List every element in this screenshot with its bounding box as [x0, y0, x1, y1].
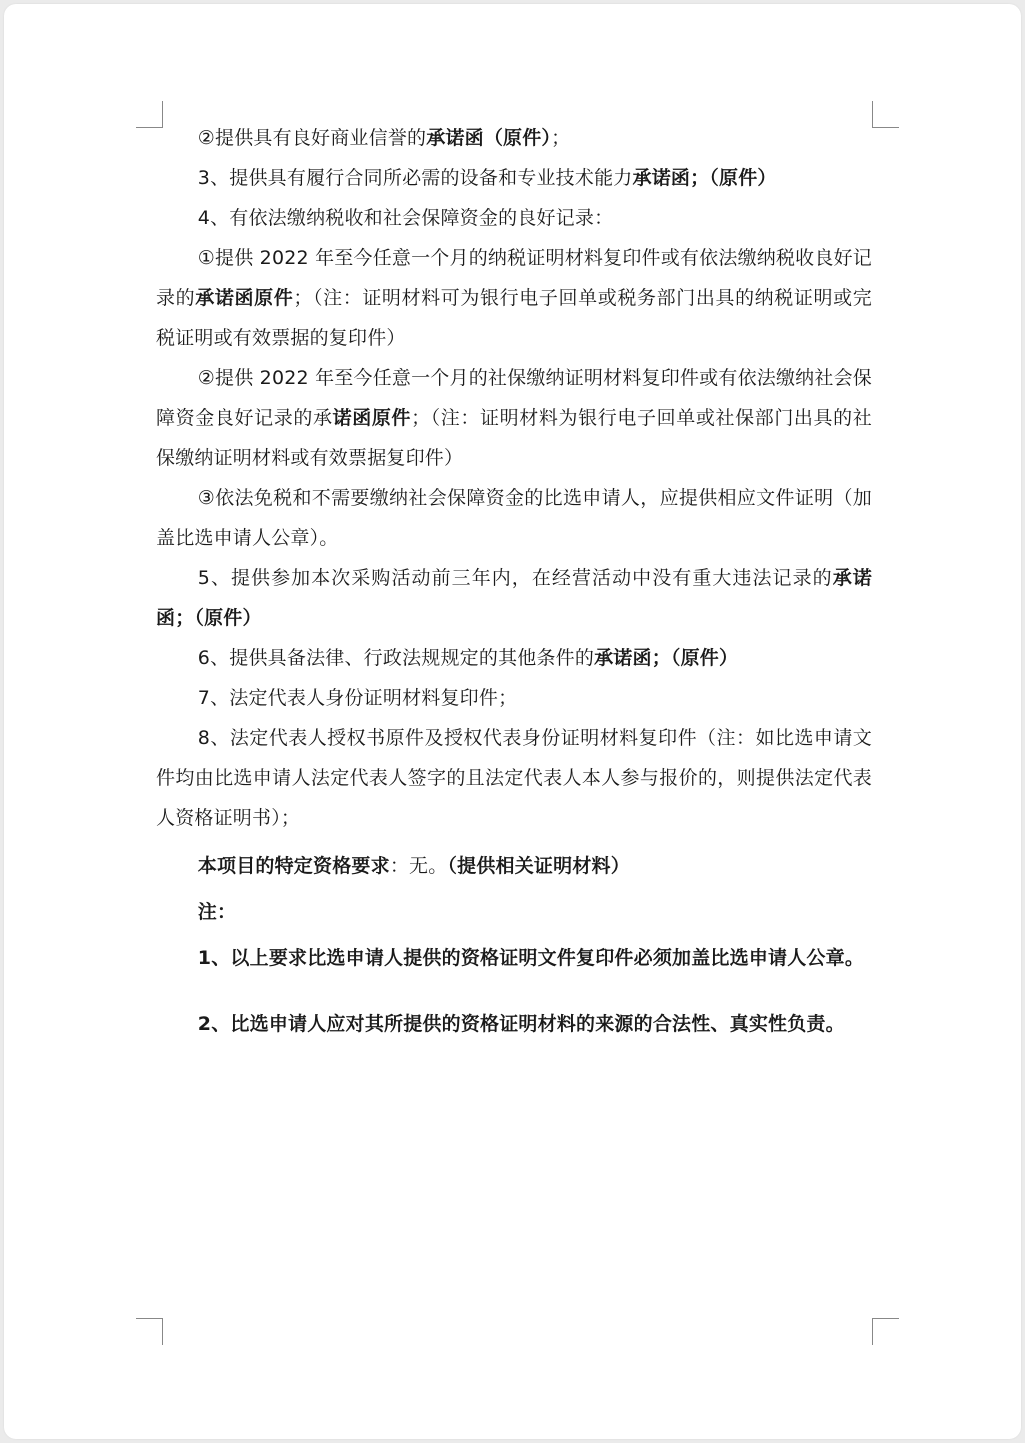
- text-run-bold: 1、以上要求比选申请人提供的资格证明文件复印件必须加盖比选申请人公章。: [197, 947, 865, 969]
- text-run-bold: 诺函原件: [332, 407, 412, 429]
- paragraph-note-1: [156, 938, 872, 978]
- paragraph-item-7: [156, 678, 872, 718]
- text-run: ①提供 2022 年至今任意一个月的纳税证明材料复印件或有依法缴纳税收良好记录的: [156, 247, 872, 309]
- paragraph-tax-proof: [156, 238, 872, 358]
- paragraph-note-2: [156, 1004, 872, 1044]
- paragraph-tax-exempt: [156, 478, 872, 558]
- text-run-bold: 承诺函原件: [195, 287, 294, 309]
- text-run-bold: 承诺函；（原件）: [156, 567, 872, 629]
- margin-mark-bottom-left: [136, 1318, 163, 1345]
- paragraph-item-5: [156, 558, 872, 638]
- text-run-bold: 承诺函；（原件）: [632, 167, 777, 189]
- text-run-bold: （提供相关证明材料）: [447, 855, 630, 877]
- text-run-bold: 承诺函（原件）: [426, 127, 552, 149]
- paragraph-item-6: [156, 638, 872, 678]
- text-run-bold: 注：: [197, 901, 237, 923]
- text-run: 3、提供具有履行合同所必需的设备和专业技术能力: [197, 167, 633, 189]
- text-run: 7、法定代表人身份证明材料复印件；: [197, 687, 518, 709]
- paragraph-social-security-proof: [156, 358, 872, 478]
- text-run: ：无。: [389, 855, 448, 877]
- text-run: ；（注：证明材料为银行电子回单或社保部门出具的社保缴纳证明材料或有效票据复印件）: [156, 407, 872, 469]
- paragraph-commitment-credit: [156, 118, 872, 158]
- paragraph-specific-requirements: [156, 846, 872, 886]
- margin-mark-bottom-right: [872, 1318, 899, 1345]
- text-run: ②提供 2022 年至今任意一个月的社保缴纳证明材料复印件或有依法缴纳社会保障资金良好记录的承: [156, 367, 872, 429]
- text-run: 4、有依法缴纳税收和社会保障资金的良好记录：: [197, 207, 614, 229]
- document-body: [156, 118, 872, 1044]
- text-run: 8、法定代表人授权书原件及授权代表身份证明材料复印件（注：如比选申请文件均由比选申请人法定代表人签字的且法定代表人本人参与报价的，则提供法定代表人资格证明书）；: [156, 727, 872, 829]
- text-run: 5、提供参加本次采购活动前三年内，在经营活动中没有重大违法记录的: [197, 567, 833, 589]
- text-run: ；: [551, 127, 571, 149]
- text-run: 6、提供具备法律、行政法规规定的其他条件的: [197, 647, 595, 669]
- paragraph-item-8: [156, 718, 872, 838]
- text-run-bold: 本项目的特定资格要求: [197, 855, 390, 877]
- paragraph-item-3: [156, 158, 872, 198]
- text-run: ②提供具有良好商业信誉的: [197, 127, 427, 149]
- text-run-bold: 承诺函；（原件）: [594, 647, 739, 669]
- text-run: ；（注：证明材料可为银行电子回单或税务部门出具的纳税证明或完税证明或有效票据的复印件）: [156, 287, 872, 349]
- paragraph-note-heading: [156, 892, 872, 932]
- text-run-bold: 2、比选申请人应对其所提供的资格证明材料的来源的合法性、真实性负责。: [197, 1013, 845, 1035]
- paragraph-item-4: [156, 198, 872, 238]
- margin-mark-top-right: [872, 101, 899, 128]
- text-run: ③依法免税和不需要缴纳社会保障资金的比选申请人，应提供相应文件证明（加盖比选申请人公章）。: [156, 487, 872, 549]
